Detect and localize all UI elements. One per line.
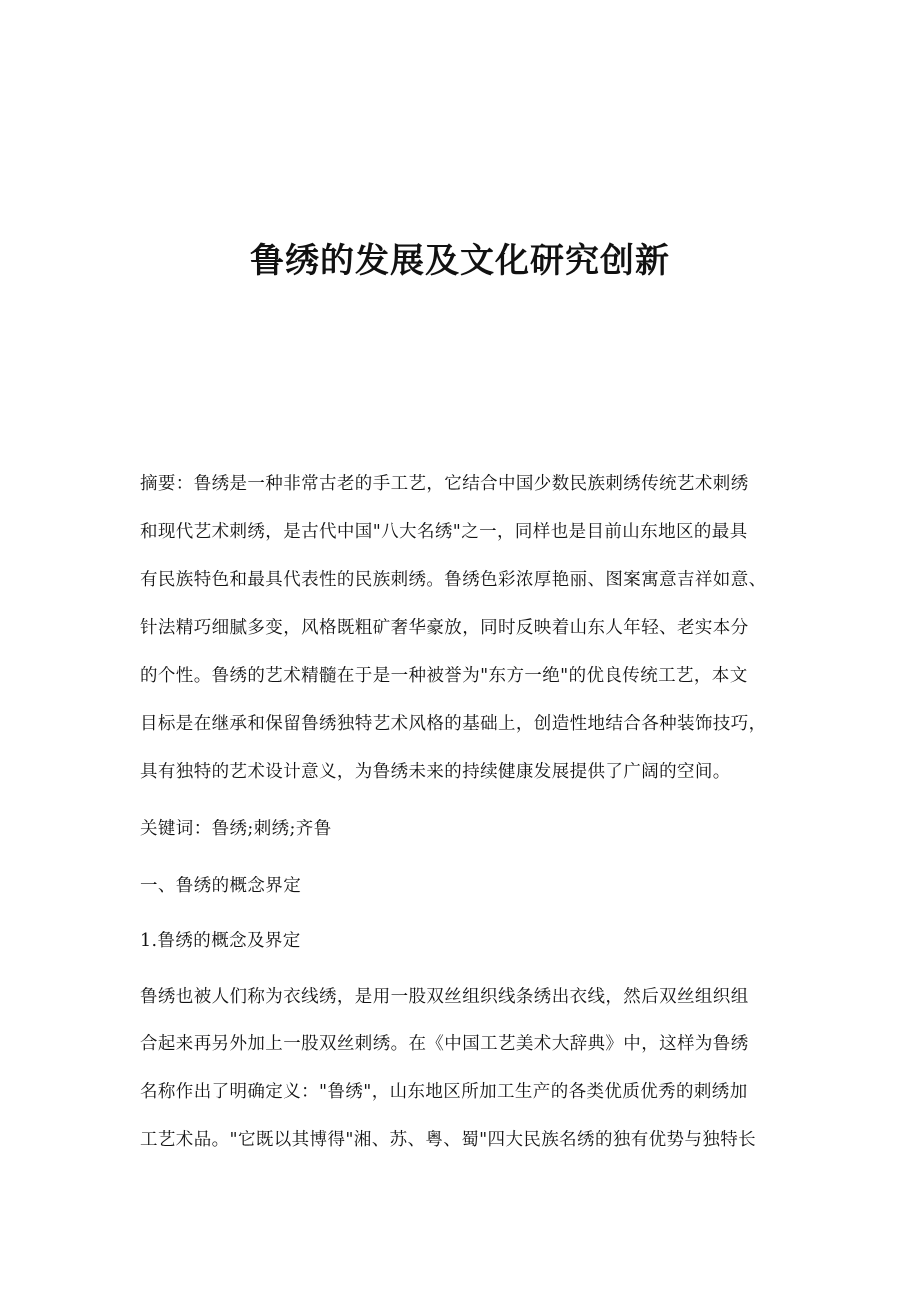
abstract-line: 的个性。鲁绣的艺术精髓在于是一种被誉为"东方一绝"的优良传统工艺，本文 — [140, 666, 748, 686]
body-line: 工艺术品。"它既以其博得"湘、苏、粤、蜀"四大民族名绣的独有优势与独特长 — [140, 1130, 757, 1150]
document-title: 鲁绣的发展及文化研究创新 — [250, 240, 670, 281]
keywords: 关键词：鲁绣;刺绣;齐鲁 — [140, 819, 332, 839]
section-heading: 一、鲁绣的概念界定 — [140, 876, 302, 896]
abstract-line: 具有独特的艺术设计意义，为鲁绣未来的持续健康发展提供了广阔的空间。 — [140, 762, 731, 782]
abstract-line: 和现代艺术刺绣，是古代中国"八大名绣"之一，同样也是目前山东地区的最具 — [140, 522, 748, 542]
subsection-heading: 1.鲁绣的概念及界定 — [140, 931, 301, 951]
abstract-line: 有民族特色和最具代表性的民族刺绣。鲁绣色彩浓厚艳丽、图案寓意吉祥如意、 — [140, 570, 767, 590]
abstract-line: 针法精巧细腻多变，风格既粗矿奢华豪放，同时反映着山东人年轻、老实本分 — [140, 618, 749, 638]
abstract-line: 目标是在继承和保留鲁绣独特艺术风格的基础上，创造性地结合各种装饰技巧， — [140, 714, 767, 734]
body-line: 合起来再另外加上一股双丝刺绣。在《中国工艺美术大辞典》中，这样为鲁绣 — [140, 1034, 749, 1054]
body-line: 名称作出了明确定义："鲁绣"，山东地区所加工生产的各类优质优秀的刺绣加 — [140, 1082, 748, 1102]
body-line: 鲁绣也被人们称为衣线绣，是用一股双丝组织线条绣出衣线，然后双丝组织组 — [140, 987, 749, 1007]
abstract-line: 摘要：鲁绣是一种非常古老的手工艺，它结合中国少数民族刺绣传统艺术刺绣 — [140, 474, 749, 494]
